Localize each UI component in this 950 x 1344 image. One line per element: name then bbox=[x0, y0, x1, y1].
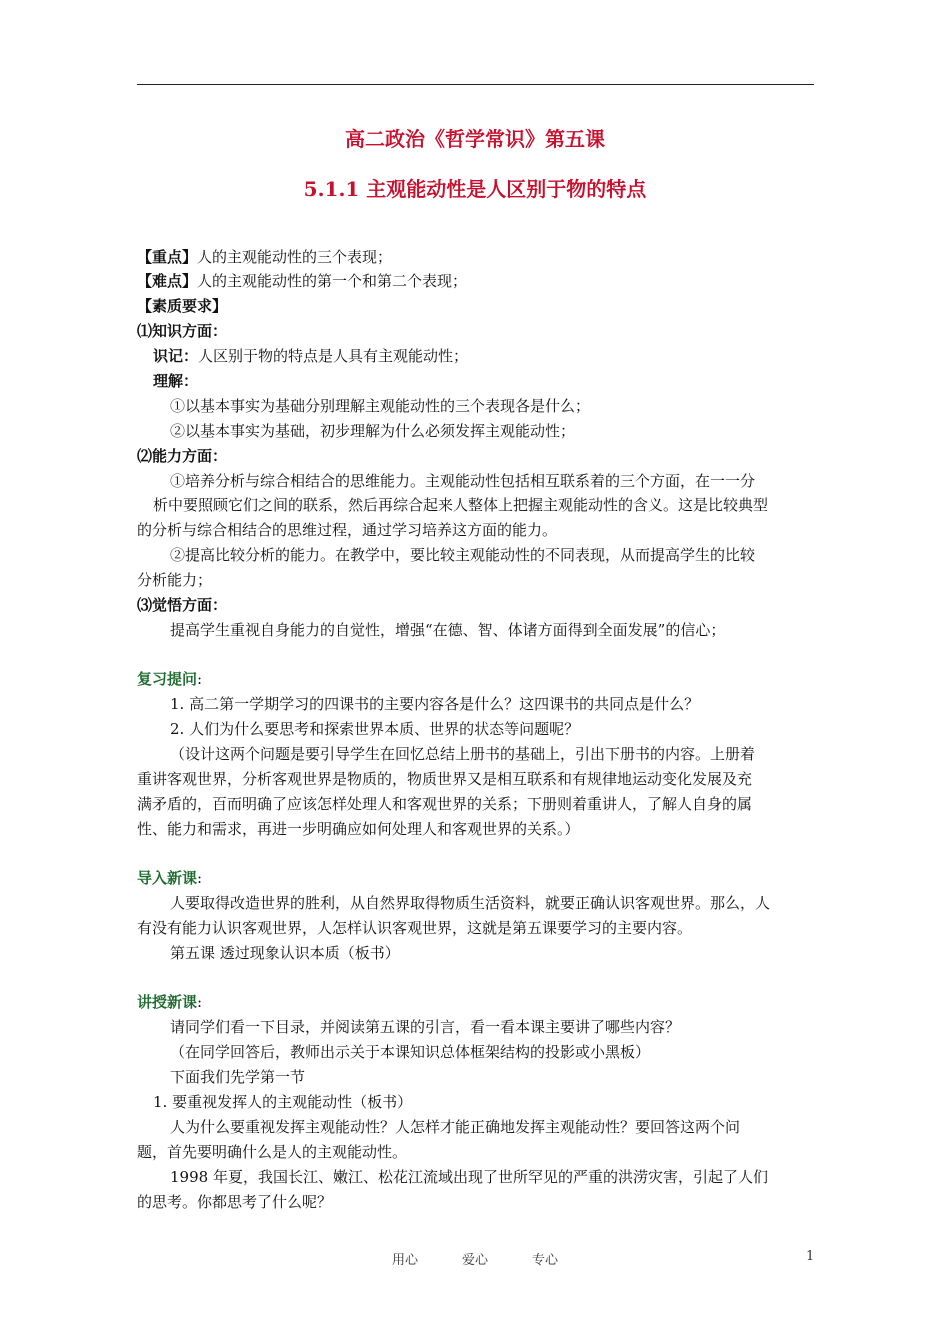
review-question-2: 2. 人们为什么要思考和探索世界本质、世界的状态等问题呢？ bbox=[170, 720, 580, 738]
lecture-line: 请同学们看一下目录，并阅读第五课的引言，看一看本课主要讲了哪些内容？ bbox=[170, 1018, 681, 1036]
design-note-cont: 重讲客观世界，分析客观世界是物质的，物质世界又是相互联系和有规律地运动变化发展及充 bbox=[137, 770, 753, 788]
design-note-cont: 满矛盾的，百而明确了应该怎样处理人和客观世界的关系；下册则着重讲人，了解人自身的属 bbox=[137, 795, 753, 813]
lecture-line: （在同学回答后，教师出示关于本课知识总体框架结构的投影或小黑板） bbox=[170, 1043, 651, 1061]
key-point: 【重点】人的主观能动性的三个表现； bbox=[137, 248, 393, 266]
footer-text: 爱心 bbox=[461, 1253, 488, 1268]
awareness-text: 提高学生重视自身能力的自觉性，增强“在德、智、体诸方面得到全面发展”的信心； bbox=[170, 621, 726, 639]
lesson-board-title: 第五课 透过现象认识本质（板书） bbox=[170, 944, 400, 962]
ability-heading: ⑵能力方面： bbox=[137, 447, 228, 465]
lecture-line-cont: 的思考。你都思考了什么呢？ bbox=[137, 1193, 333, 1211]
understand-heading: 理解： bbox=[153, 372, 199, 390]
footer-text: 专心 bbox=[532, 1253, 559, 1268]
ability-item-2-cont: 分析能力； bbox=[137, 571, 213, 589]
intro-heading: 导入新课: bbox=[137, 869, 203, 887]
knowledge-heading: ⑴知识方面： bbox=[137, 322, 228, 340]
understand-item-1: ①以基本事实为基础分别理解主观能动性的三个表现各是什么； bbox=[170, 397, 591, 415]
lecture-line: 1998 年夏，我国长江、嫩江、松花江流域出现了世所罕见的严重的洪涝灾害，引起了人们 bbox=[170, 1168, 768, 1186]
header-rule bbox=[137, 84, 814, 85]
understand-item-2: ②以基本事实为基础，初步理解为什么必须发挥主观能动性； bbox=[170, 422, 576, 440]
footer-text: 用心 bbox=[391, 1253, 418, 1268]
ability-item-1-cont: 析中要照顾它们之间的联系，然后再综合起来人整体上把握主观能动性的含义。这是比较典型 bbox=[153, 496, 769, 514]
document-title: 高二政治《哲学常识》第五课 bbox=[345, 127, 605, 151]
lecture-heading: 讲授新课: bbox=[137, 993, 203, 1011]
lecture-line: 人为什么要重视发挥主观能动性？人怎样才能正确地发挥主观能动性？要回答这两个问 bbox=[170, 1118, 741, 1136]
page-number: 1 bbox=[806, 1249, 815, 1264]
quality-requirement-heading: 【素质要求】 bbox=[137, 297, 228, 315]
difficult-point: 【难点】人的主观能动性的第一个和第二个表现； bbox=[137, 272, 468, 290]
design-note-cont: 性、能力和需求，再进一步明确应如何处理人和客观世界的关系。） bbox=[137, 820, 580, 838]
review-heading: 复习提问: bbox=[137, 670, 203, 688]
section-title: 1. 要重视发挥人的主观能动性（板书） bbox=[153, 1093, 413, 1111]
memorize-line: 识记：人区别于物的特点是人具有主观能动性； bbox=[153, 347, 469, 365]
lecture-line: 下面我们先学第一节 bbox=[170, 1068, 306, 1086]
document-subtitle: 5.1.1 主观能动性是人区别于物的特点 bbox=[303, 177, 647, 201]
ability-item-1-cont: 的分析与综合相结合的思维过程，通过学习培养这方面的能力。 bbox=[137, 521, 558, 539]
intro-paragraph: 人要取得改造世界的胜利，从自然界取得物质生活资料，就要正确认识客观世界。那么，人 bbox=[170, 894, 771, 912]
review-question-1: 1. 高二第一学期学习的四课书的主要内容各是什么？这四课书的共同点是什么？ bbox=[170, 695, 700, 713]
intro-paragraph-cont: 有没有能力认识客观世界，人怎样认识客观世界，这就是第五课要学习的主要内容。 bbox=[137, 919, 693, 937]
design-note: （设计这两个问题是要引导学生在回忆总结上册书的基础上，引出下册书的内容。上册着 bbox=[170, 745, 756, 763]
ability-item-1: ①培养分析与综合相结合的思维能力。主观能动性包括相互联系着的三个方面，在一一分 bbox=[170, 472, 756, 490]
awareness-heading: ⑶觉悟方面： bbox=[137, 596, 228, 614]
ability-item-2: ②提高比较分析的能力。在教学中，要比较主观能动性的不同表现，从而提高学生的比较 bbox=[170, 546, 756, 564]
lecture-line-cont: 题，首先要明确什么是人的主观能动性。 bbox=[137, 1143, 408, 1161]
